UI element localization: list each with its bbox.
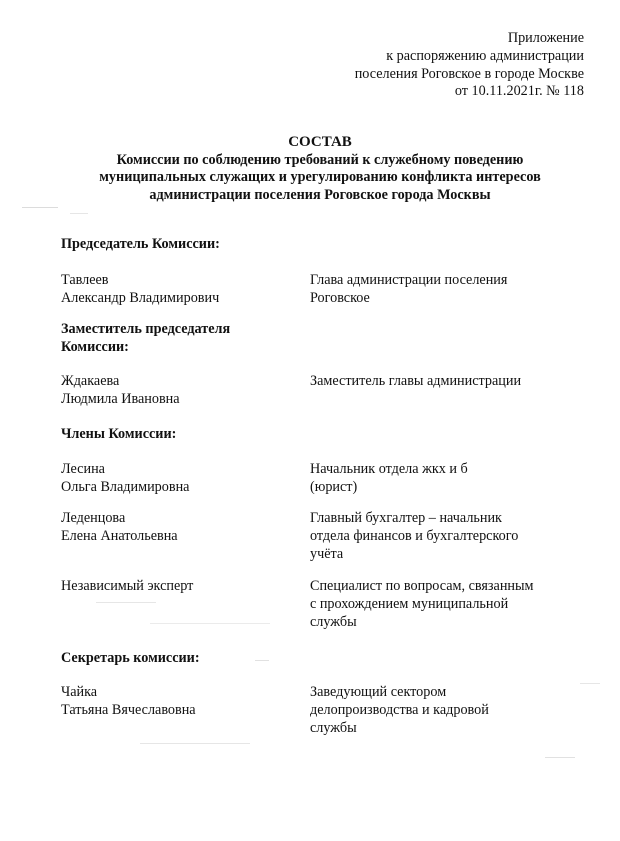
name-line: Людмила Ивановна — [61, 390, 180, 407]
name-line: Ольга Владимировна — [61, 478, 190, 495]
title-line: Комиссии по соблюдению требований к служебному поведению — [116, 152, 524, 168]
position-line: Заместитель главы администрации — [310, 373, 522, 389]
member-name-independent-expert — [61, 578, 291, 596]
name-line: Независимый эксперт — [61, 578, 194, 594]
member-position-chairman — [310, 272, 590, 308]
name-line: Леденцова — [61, 510, 126, 526]
member-name-ledentsova — [61, 510, 291, 546]
member-name-secretary — [61, 684, 291, 720]
member-name-chairman — [61, 272, 291, 308]
section-heading-chairman: Председатель Комиссии: — [61, 236, 220, 252]
position-line: Специалист по вопросам, связанным — [310, 578, 534, 594]
position-line: Роговское — [310, 289, 370, 306]
name-line: Татьяна Вячеславовна — [61, 701, 196, 718]
name-line: Елена Анатольевна — [61, 527, 178, 544]
title-line: муниципальных служащих и урегулированию конфликта интересов — [99, 169, 541, 186]
title-main: СОСТАВ — [288, 134, 352, 150]
scan-artifact — [96, 602, 156, 603]
position-line: Глава администрации поселения — [310, 272, 508, 288]
position-line: Главный бухгалтер – начальник — [310, 510, 502, 526]
name-line: Ждакаева — [61, 373, 120, 389]
scan-artifact — [150, 623, 270, 624]
position-line: с прохождением муниципальной — [310, 595, 509, 612]
appendix-header — [224, 30, 584, 101]
position-line: службы — [310, 613, 357, 630]
scan-artifact — [255, 660, 269, 661]
heading-line: Комиссии: — [61, 338, 129, 355]
position-line: Заведующий сектором — [310, 684, 447, 700]
appendix-line: поселения Роговское в городе Москве — [354, 65, 584, 82]
appendix-line: Приложение — [507, 30, 584, 46]
position-line: делопроизводства и кадровой — [310, 701, 489, 718]
section-heading-members: Члены Комиссии: — [61, 426, 177, 442]
name-line: Тавлеев — [61, 272, 109, 288]
member-position-secretary — [310, 684, 590, 737]
document-title — [40, 133, 600, 204]
section-heading-deputy — [61, 321, 230, 357]
position-line: Начальник отдела жкх и б — [310, 461, 468, 477]
position-line: (юрист) — [310, 478, 358, 495]
position-line: учёта — [310, 545, 344, 562]
member-position-ledentsova — [310, 510, 590, 563]
name-line: Чайка — [61, 684, 98, 700]
member-name-lesina — [61, 461, 291, 497]
title-line: администрации поселения Роговское города Москвы — [149, 186, 491, 203]
member-position-lesina — [310, 461, 590, 497]
name-line: Лесина — [61, 461, 105, 477]
scan-artifact — [140, 743, 250, 744]
position-line: службы — [310, 719, 357, 736]
member-position-independent-expert — [310, 578, 590, 631]
member-position-deputy — [310, 373, 590, 391]
scan-artifact — [580, 683, 600, 684]
appendix-date-line: от 10.11.2021г. № 118 — [454, 83, 584, 100]
position-line: отдела финансов и бухгалтерского — [310, 527, 519, 544]
name-line: Александр Владимирович — [61, 289, 220, 306]
appendix-line: к распоряжению администрации — [386, 47, 584, 64]
scan-artifact — [22, 207, 58, 208]
section-heading-secretary: Секретарь комиссии: — [61, 650, 200, 666]
scan-artifact — [70, 213, 88, 214]
member-name-deputy — [61, 373, 291, 409]
scan-artifact — [545, 757, 575, 758]
heading-line: Заместитель председателя — [61, 321, 231, 337]
